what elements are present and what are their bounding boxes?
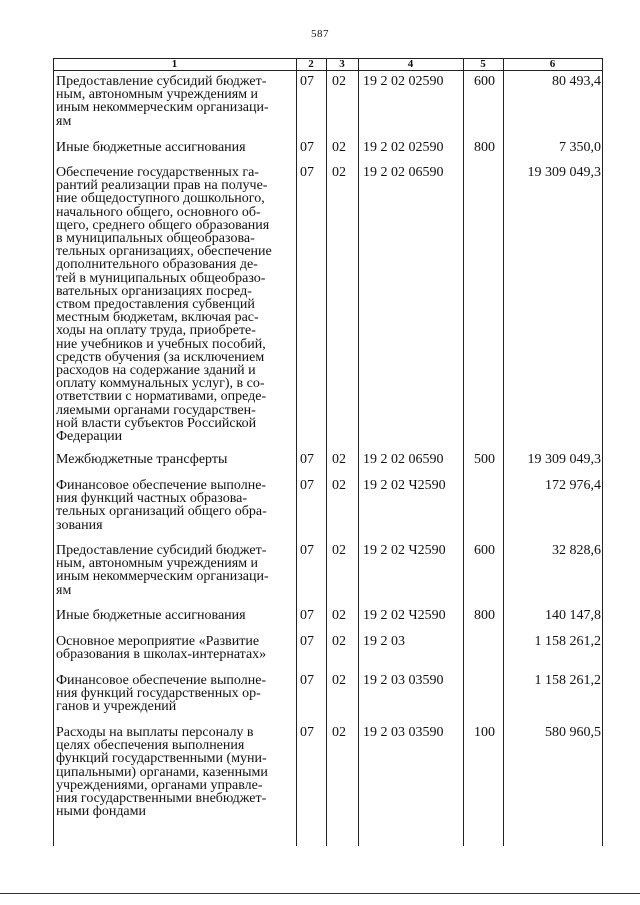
row-amount: 1 158 261,2 <box>534 634 601 649</box>
row-section: 07 <box>300 74 314 89</box>
row-section: 07 <box>300 634 314 649</box>
col-rule-1 <box>296 58 297 846</box>
row-section: 07 <box>300 543 314 558</box>
row-expense-type: 800 <box>474 608 495 623</box>
header-col-1: 1 <box>171 58 178 70</box>
row-section: 07 <box>300 452 314 467</box>
row-expense-type: 800 <box>474 140 495 155</box>
row-name: Финансовое обеспечение выполне- ния функций государственных ор- ганов и учреждений <box>56 673 267 715</box>
col-rule-3 <box>358 58 359 846</box>
col-rule-left <box>53 58 54 846</box>
row-section: 07 <box>300 725 314 740</box>
scan-edge-line <box>0 893 640 894</box>
row-subsection: 02 <box>332 452 346 467</box>
page-number: 587 <box>311 28 329 40</box>
row-subsection: 02 <box>332 478 346 493</box>
row-subsection: 02 <box>332 543 346 558</box>
row-section: 07 <box>300 673 314 688</box>
row-expense-type: 100 <box>474 725 495 740</box>
row-name: Иные бюджетные ассигнования <box>56 608 246 623</box>
row-amount: 172 976,4 <box>545 478 601 493</box>
row-expense-type: 600 <box>474 74 495 89</box>
row-subsection: 02 <box>332 74 346 89</box>
row-amount: 80 493,4 <box>552 74 601 89</box>
row-section: 07 <box>300 608 314 623</box>
row-subsection: 02 <box>332 725 346 740</box>
row-target-code: 19 2 03 03590 <box>363 673 444 688</box>
col-rule-4 <box>463 58 464 846</box>
row-section: 07 <box>300 140 314 155</box>
row-amount: 580 960,5 <box>545 725 601 740</box>
row-section: 07 <box>300 165 314 180</box>
header-col-5: 5 <box>480 58 486 70</box>
row-amount: 140 147,8 <box>545 608 601 623</box>
row-amount: 19 309 049,3 <box>527 165 601 180</box>
row-name: Обеспечение государственных га- рантий реализации прав на получе- ние общедоступного дошкольного, начального общего, основного об- щего, среднего общего образования в муниципальных общеобразова- тельных организациях, обеспечение дополнительного образования де- тей в муниципальных общеобразо- вательных организациях посред- ством предоставления субвенций местным бюджетам, включая рас- ходы на оплату труда, приобрете- ние учебников и учебных пособий, средств обучения (за исключением расходов на содержание зданий и оплату коммунальных услуг), в со- ответствии с нормативами, опреде- ляемыми органами государствен- ной власти субъектов Российской Федерации <box>56 165 272 445</box>
row-amount: 1 158 261,2 <box>534 673 601 688</box>
row-name: Финансовое обеспечение выполне- ния функций частных образова- тельных организаций общего обра- зования <box>56 478 267 533</box>
row-target-code: 19 2 03 03590 <box>363 725 444 740</box>
row-target-code: 19 2 02 06590 <box>363 165 444 180</box>
header-bottom-rule <box>53 70 603 71</box>
row-subsection: 02 <box>332 608 346 623</box>
row-subsection: 02 <box>332 140 346 155</box>
header-col-2: 2 <box>308 58 314 70</box>
row-target-code: 19 2 02 02590 <box>363 140 444 155</box>
row-name: Межбюджетные трансферты <box>56 452 228 467</box>
header-col-3: 3 <box>339 58 345 70</box>
row-target-code: 19 2 02 02590 <box>363 74 444 89</box>
row-subsection: 02 <box>332 634 346 649</box>
header-col-4: 4 <box>407 58 414 70</box>
row-amount: 19 309 049,3 <box>527 452 601 467</box>
row-target-code: 19 2 02 Ч2590 <box>363 608 446 623</box>
row-target-code: 19 2 02 Ч2590 <box>363 543 446 558</box>
row-expense-type: 500 <box>474 452 495 467</box>
row-name: Иные бюджетные ассигнования <box>56 140 246 155</box>
row-section: 07 <box>300 478 314 493</box>
row-expense-type: 600 <box>474 543 495 558</box>
budget-table <box>53 58 603 846</box>
row-subsection: 02 <box>332 165 346 180</box>
header-col-6: 6 <box>549 58 556 70</box>
col-rule-right <box>602 58 603 846</box>
row-name: Основное мероприятие «Развитие образования в школах-интернатах» <box>56 634 267 663</box>
row-name: Предоставление субсидий бюджет- ным, автономным учреждениям и иным некоммерческим организаци- ям <box>56 74 269 129</box>
row-amount: 7 350,0 <box>559 140 601 155</box>
row-target-code: 19 2 03 <box>363 634 405 649</box>
col-rule-5 <box>503 58 504 846</box>
row-name: Расходы на выплаты персоналу в целях обеспечения выполнения функций государственными (муни- ципальными) органами, казенными учреждениями, органами управле- ния государственными внебюджет- ными фондами <box>56 725 268 820</box>
row-target-code: 19 2 02 Ч2590 <box>363 478 446 493</box>
row-name: Предоставление субсидий бюджет- ным, автономным учреждениям и иным некоммерческим организаци- ям <box>56 543 269 598</box>
row-subsection: 02 <box>332 673 346 688</box>
row-target-code: 19 2 02 06590 <box>363 452 444 467</box>
row-amount: 32 828,6 <box>552 543 601 558</box>
col-rule-2 <box>326 58 327 846</box>
